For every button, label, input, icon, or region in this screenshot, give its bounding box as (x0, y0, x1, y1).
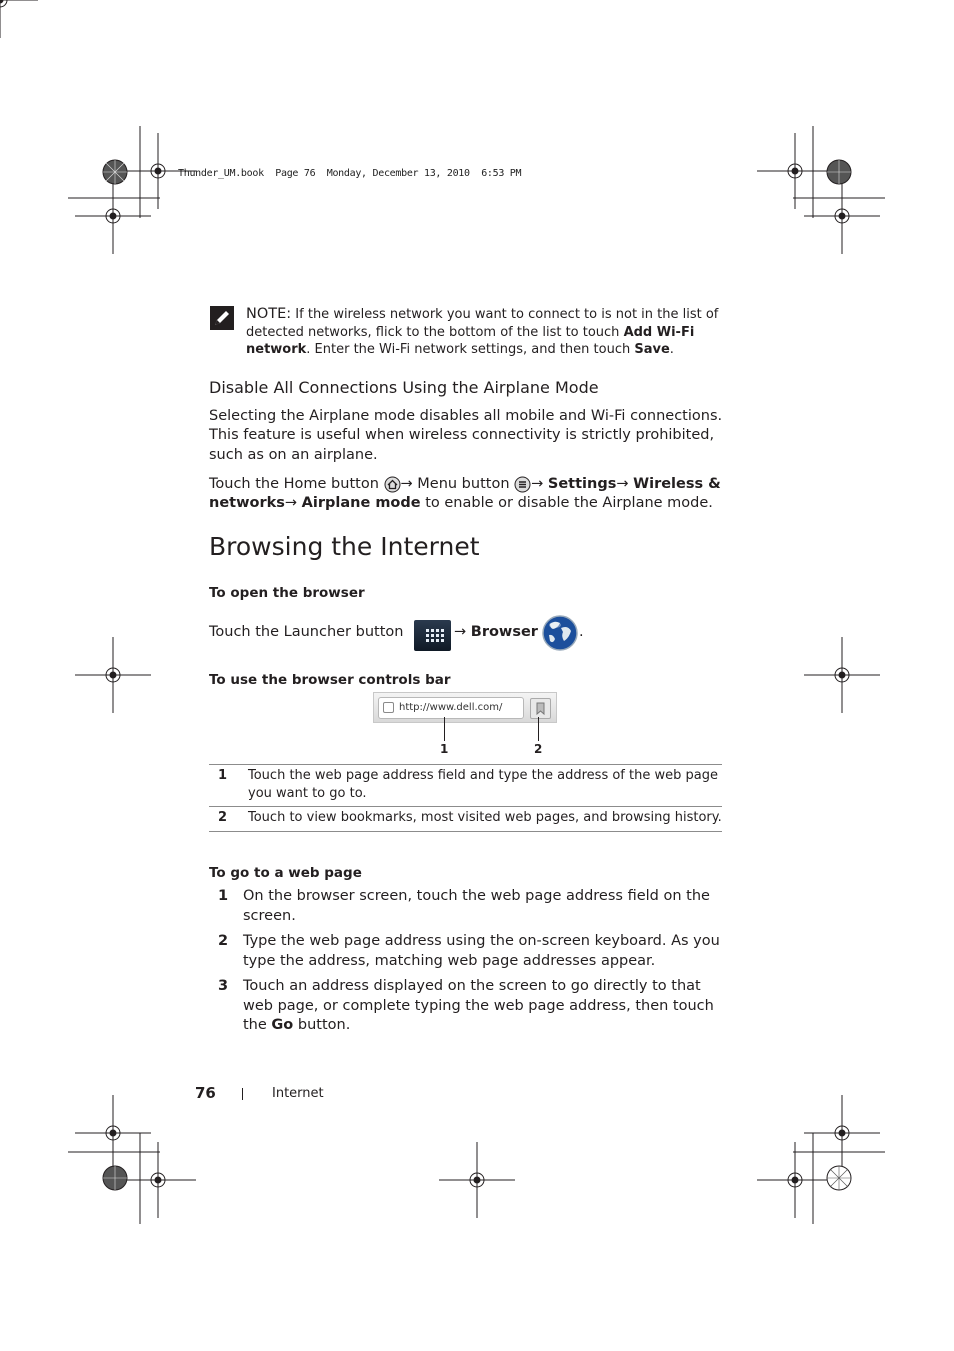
note-text: NOTE: If the wireless network you want to connect to is not in the list of detected networks, flick to the bottom of the list to touch Add Wi-Fi network. Enter the Wi-Fi network settings, and then touch Save. (246, 306, 719, 357)
callout-line-1 (444, 717, 445, 741)
callout-number-1: 1 (440, 742, 449, 756)
list-item: 1 On the browser screen, touch the web page address field on the screen. (218, 888, 710, 924)
open-browser-text: Touch the Launcher button (209, 624, 404, 640)
airplane-description: Selecting the Airplane mode disables all mobile and Wi-Fi connections. This feature is useful when wireless connectivity is strictly prohibited, such as on an airplane. (209, 408, 723, 463)
controls-bar-heading: To use the browser controls bar (209, 672, 451, 688)
airplane-instructions: Touch the Home button → Menu button → Settings→ Wireless & networks→ Airplane mode to enable or disable the Airplane mode. (209, 476, 721, 512)
address-field (378, 697, 524, 719)
bookmark-icon (531, 699, 550, 718)
table-row (209, 765, 722, 807)
footer-divider (242, 1088, 243, 1100)
legend-number: 2 (218, 810, 228, 825)
print-header: Thunder_UM.book Page 76 Monday, December 13, 2010 6:53 PM (178, 168, 522, 179)
page-number: 76 (195, 1084, 216, 1102)
callout-legend-table (209, 764, 722, 832)
open-browser-period: . (579, 624, 584, 640)
menu-button-icon (514, 476, 531, 493)
callout-number-2: 2 (534, 742, 543, 756)
note-pencil-icon (210, 306, 234, 330)
footer-section-name: Internet (272, 1086, 324, 1101)
airplane-heading: Disable All Connections Using the Airplane Mode (209, 378, 599, 397)
goto-steps-list (209, 887, 724, 1042)
list-item: 2 Type the web page address using the on-screen keyboard. As you type the address, matching web page addresses appear. (218, 933, 720, 969)
table-row (209, 807, 722, 832)
bookmarks-button (530, 698, 551, 719)
goto-page-heading: To go to a web page (209, 865, 362, 881)
page-favicon-icon (383, 702, 394, 713)
section-title: Browsing the Internet (209, 532, 480, 561)
home-button-icon (384, 476, 401, 493)
legend-text: Touch to view bookmarks, most visited web pages, and browsing history. (248, 810, 722, 825)
open-browser-heading: To open the browser (209, 585, 365, 601)
legend-text: Touch the web page address field and type the address of the web page you want to go to. (248, 768, 718, 801)
callout-line-2 (538, 717, 539, 741)
address-field-url: http://www.dell.com/ (399, 702, 503, 713)
browser-label: → Browser (454, 624, 538, 640)
list-item: 3 Touch an address displayed on the screen to go directly to that web page, or complete typing the web page address, then touch the Go button. (218, 978, 714, 1033)
browser-globe-icon (541, 614, 579, 652)
browser-controls-bar-screenshot (373, 692, 557, 723)
launcher-button-icon (414, 620, 451, 651)
legend-number: 1 (218, 768, 228, 783)
